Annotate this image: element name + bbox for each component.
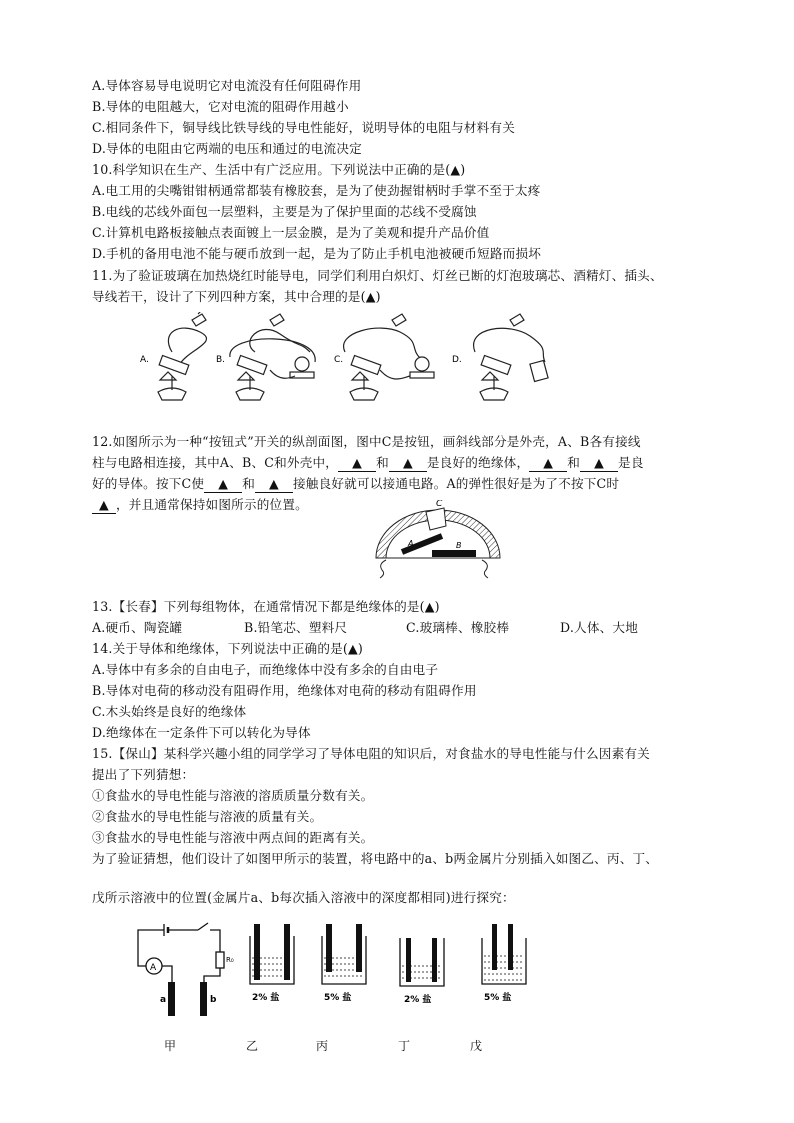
q12-line1: 12.如图所示为一种“按钮式”开关的纵剖面图，图中C是按钮，画斜线部分是外壳，A、B各有接线 [92, 434, 641, 449]
q15-line6: 为了验证猜想，他们设计了如图甲所示的装置，将电路中的a、b两金属片分别插入如图乙、丙、丁、 [92, 851, 659, 866]
q13-stem: 13.【长春】下列每组物体，在通常情况下都是绝缘体的是(▲) [92, 599, 440, 614]
q10-option-c: C.计算机电路板接触点表面镀上一层金膜，是为了美观和提升产品价值 [92, 225, 490, 240]
caption-yi: 乙 [246, 1039, 259, 1053]
q12-button-switch-figure [372, 500, 504, 580]
beaker-label: 5% 盐 [484, 993, 512, 1003]
q15-guess-2: ②食盐水的导电性能与溶液的质量有关。 [92, 809, 323, 824]
q11-label-c: C. [334, 355, 344, 365]
q12-line4: ▲ ，并且通常保持如图所示的位置。 [92, 497, 308, 514]
q14-option-d: D.绝缘体在一定条件下可以转化为导体 [92, 725, 311, 740]
q13-option-b: B.铅笔芯、塑料尺 [244, 620, 348, 635]
ammeter-label: A [150, 963, 157, 973]
q13-option-a: A.硬币、陶瓷罐 [92, 620, 183, 635]
answer-blank: ▲ [389, 455, 427, 472]
q12-line3: 好的导体。按下C使 ▲ 和 ▲ 接触良好就可以接通电路。A的弹性很好是为了不按下C时 [92, 476, 620, 491]
beaker-label: 5% 盐 [324, 993, 352, 1003]
answer-blank: ▲ [338, 455, 376, 472]
q10-option-a: A.电工用的尖嘴钳钳柄通常都装有橡胶套，是为了使劲握钳柄时手掌不至于太疼 [92, 183, 541, 198]
beaker-label: 2% 盐 [252, 993, 280, 1003]
q13-option-d: D.人体、大地 [560, 620, 639, 635]
q11-stem-line1: 11.为了验证玻璃在加热烧红时能导电，同学们利用白炽灯、灯丝已断的灯泡玻璃芯、酒精灯、插头、 [92, 268, 663, 283]
q15-line2: 提出了下列猜想： [92, 767, 195, 782]
answer-blank: ▲ [255, 476, 293, 493]
q11-label-b: B. [216, 355, 226, 365]
q11-figure [130, 312, 570, 412]
label-b: B [456, 541, 462, 550]
caption-ding: 丁 [398, 1039, 411, 1053]
q14-option-c: C.木头始终是良好的绝缘体 [92, 704, 247, 719]
q9-option-c: C.相同条件下，铜导线比铁导线的导电性能好，说明导体的电阻与材料有关 [92, 120, 515, 135]
q9-option-a: A.导体容易导电说明它对电流没有任何阻碍作用 [92, 78, 362, 93]
q15-line7: 戊所示溶液中的位置(金属片a、b每次插入溶液中的深度都相同)进行探究： [92, 890, 515, 905]
q13-option-c: C.玻璃棒、橡胶棒 [406, 620, 510, 635]
q15-guess-3: ③食盐水的导电性能与溶液中两点间的距离有关。 [92, 830, 374, 845]
q10-option-b: B.电线的芯线外面包一层塑料，主要是为了保护里面的芯线不受腐蚀 [92, 204, 477, 219]
q11-label-d: D. [452, 355, 462, 365]
q9-option-d: D.导体的电阻由它两端的电压和通过的电流决定 [92, 141, 362, 156]
q14-stem: 14.关于导体和绝缘体，下列说法中正确的是(▲) [92, 641, 364, 656]
caption-wu: 戊 [470, 1039, 483, 1053]
q11-stem-line2: 导线若干，设计了下列四种方案，其中合理的是(▲) [92, 289, 381, 304]
q15-beaker-bing [316, 922, 372, 1008]
q13-options [92, 620, 638, 636]
caption-bing: 丙 [316, 1039, 329, 1053]
q15-beaker-yi [244, 922, 300, 1008]
q10-stem: 10.科学知识在生产、生活中有广泛应用。下列说法中正确的是(▲) [92, 162, 466, 177]
answer-blank: ▲ [92, 497, 116, 514]
q10-option-d: D.手机的备用电池不能与硬币放到一起，是为了防止手机电池被硬币短路而损坏 [92, 246, 542, 261]
q14-option-a: A.导体中有多余的自由电子，而绝缘体中没有多余的自由电子 [92, 662, 439, 677]
q15-guess-1: ①食盐水的导电性能与溶液的溶质质量分数有关。 [92, 788, 374, 803]
plate-a-label: a [160, 995, 167, 1005]
label-c: C [436, 500, 443, 509]
q15-beaker-wu [478, 922, 530, 1008]
resistor-label: R₀ [226, 956, 234, 964]
beaker-label: 2% 盐 [404, 995, 432, 1005]
plate-b-label: b [210, 995, 217, 1005]
q15-beaker-ding [396, 930, 448, 1010]
answer-blank: ▲ [204, 476, 242, 493]
q9-option-b: B.导体的电阻越大，它对电流的阻碍作用越小 [92, 99, 349, 114]
q15-line1: 15.【保山】某科学兴趣小组的同学学习了导体电阻的知识后，对食盐水的导电性能与什么因素有关 [92, 746, 650, 761]
answer-blank: ▲ [580, 455, 618, 472]
label-a: A [408, 539, 414, 548]
q12-line2: 柱与电路相连接，其中A、B、C和外壳中， ▲ 和 ▲ 是良好的绝缘体， ▲ 和 ▲ 是良 [92, 455, 644, 470]
q15-circuit-figure [128, 918, 238, 1018]
caption-jia: 甲 [164, 1039, 177, 1053]
answer-blank: ▲ [529, 455, 567, 472]
q14-option-b: B.导体对电荷的移动没有阻碍作用，绝缘体对电荷的移动有阻碍作用 [92, 683, 477, 698]
q11-label-a: A. [140, 355, 149, 365]
